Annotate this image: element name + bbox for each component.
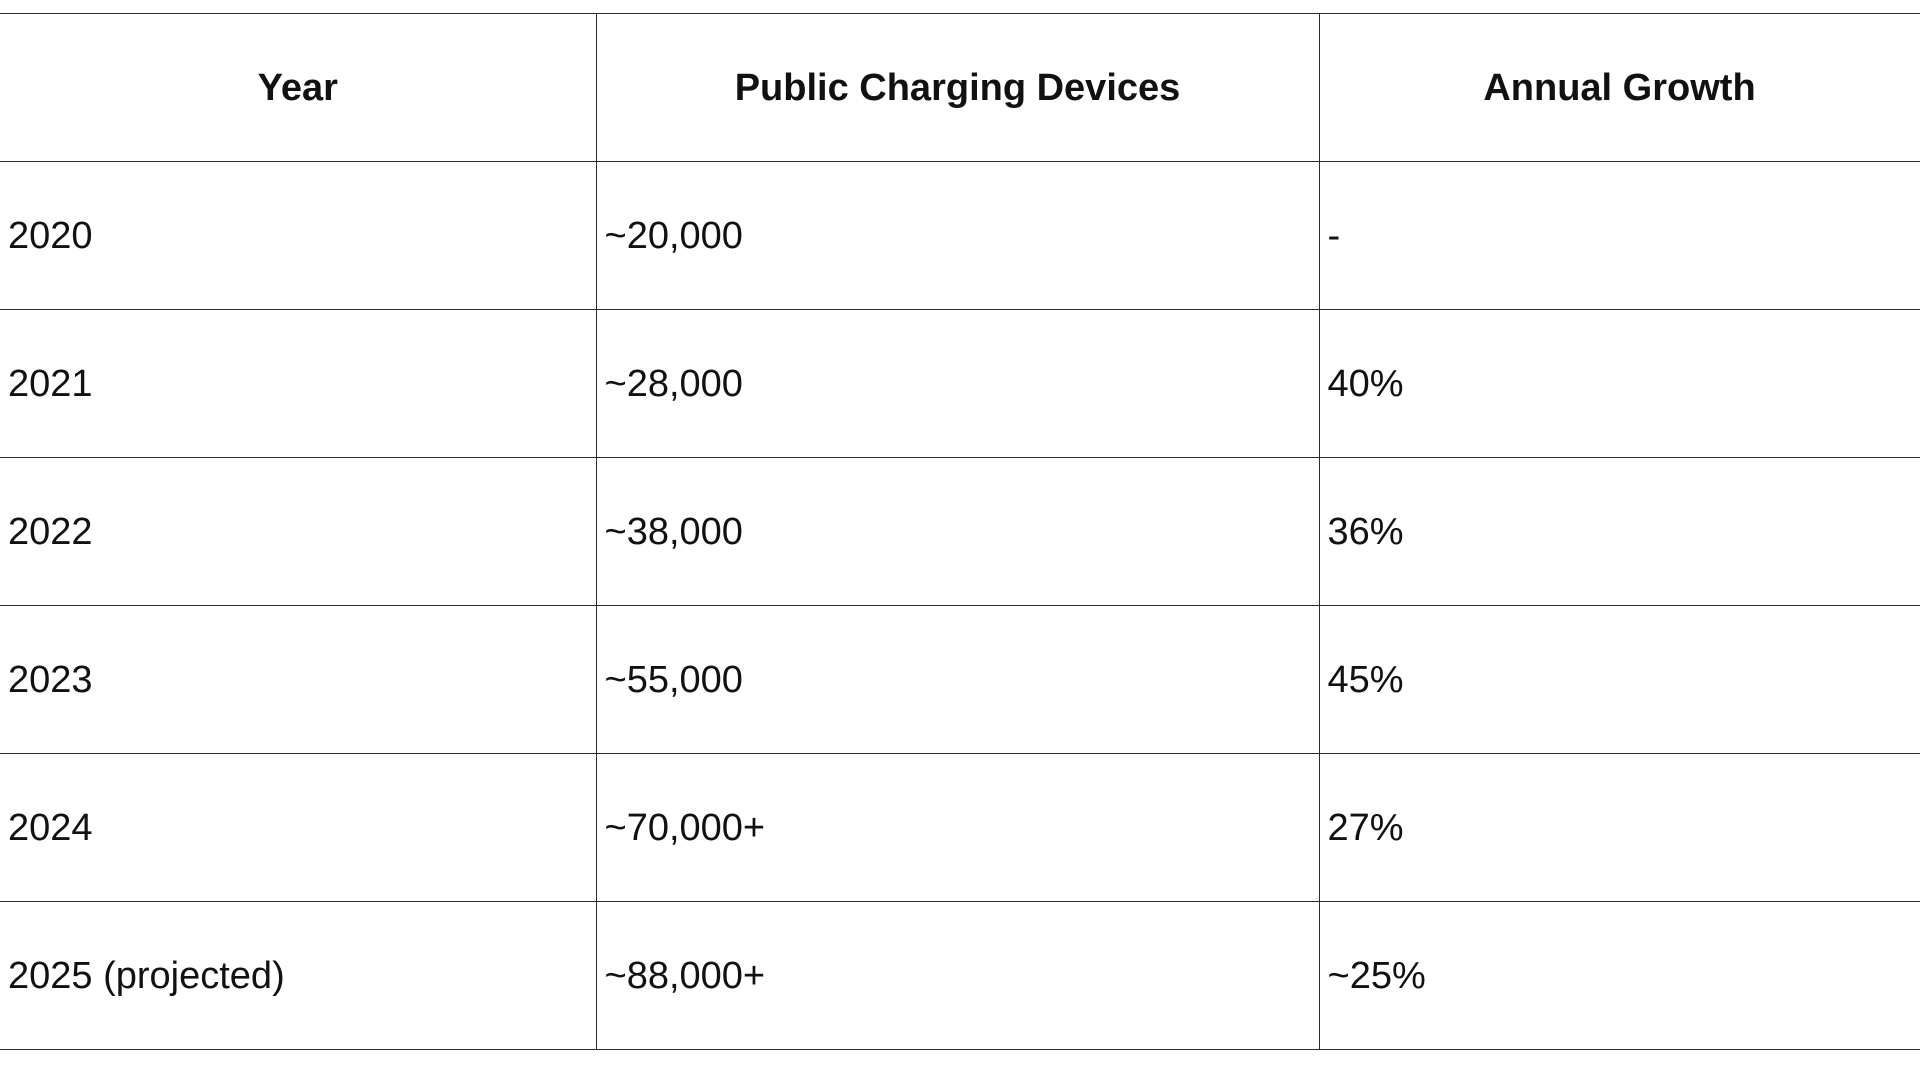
cell-public-charging-devices: ~28,000: [596, 310, 1319, 458]
column-header-year: Year: [0, 14, 596, 162]
table-row: [0, 310, 1920, 458]
cell-annual-growth: 36%: [1319, 458, 1920, 606]
cell-public-charging-devices: ~20,000: [596, 162, 1319, 310]
cell-annual-growth: -: [1319, 162, 1920, 310]
table-row: [0, 902, 1920, 1050]
cell-year: 2024: [0, 754, 596, 902]
charging-devices-table: [0, 13, 1920, 1050]
cell-annual-growth: 27%: [1319, 754, 1920, 902]
table-row: [0, 754, 1920, 902]
table-row: [0, 606, 1920, 754]
cell-year: 2023: [0, 606, 596, 754]
table-row: [0, 162, 1920, 310]
cell-public-charging-devices: ~88,000+: [596, 902, 1319, 1050]
cell-public-charging-devices: ~70,000+: [596, 754, 1319, 902]
table-header-row: [0, 14, 1920, 162]
cell-annual-growth: 45%: [1319, 606, 1920, 754]
cell-public-charging-devices: ~55,000: [596, 606, 1319, 754]
cell-year: 2021: [0, 310, 596, 458]
cell-year: 2022: [0, 458, 596, 606]
cell-annual-growth: ~25%: [1319, 902, 1920, 1050]
table-row: [0, 458, 1920, 606]
cell-public-charging-devices: ~38,000: [596, 458, 1319, 606]
cell-year: 2020: [0, 162, 596, 310]
column-header-annual-growth: Annual Growth: [1319, 14, 1920, 162]
cell-annual-growth: 40%: [1319, 310, 1920, 458]
data-table-container: [0, 13, 1920, 1050]
column-header-public-charging-devices: Public Charging Devices: [596, 14, 1319, 162]
cell-year: 2025 (projected): [0, 902, 596, 1050]
